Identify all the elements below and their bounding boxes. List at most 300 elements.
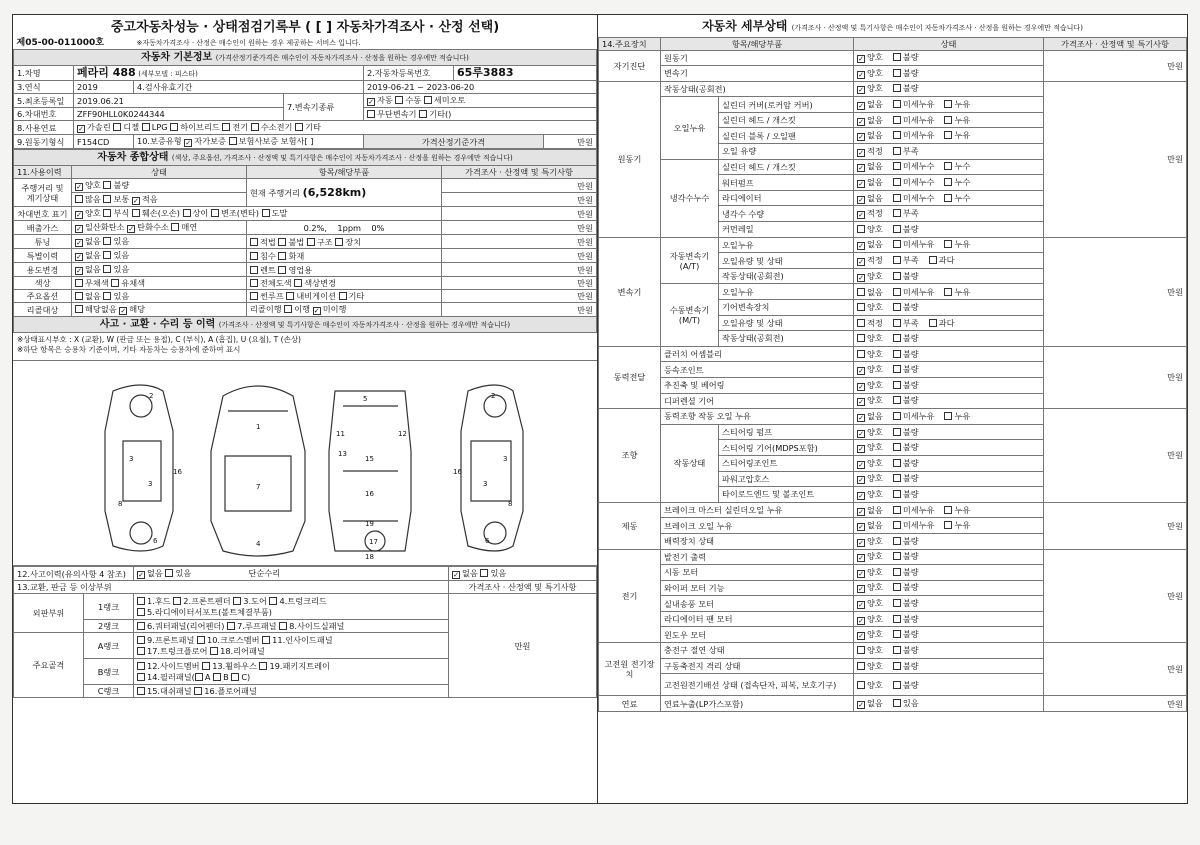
detail-row: [599, 502, 1187, 518]
rank2-opts: 6.쿼터패널(리어펜더) 7.루프패널 8.사이드실패널: [134, 620, 449, 633]
recall-state: 해당없음 ✓ 해당: [72, 303, 247, 317]
checkbox: [857, 350, 865, 358]
checkbox: ✓: [858, 538, 864, 547]
option-label: 누수: [954, 177, 971, 188]
option-label: 양호: [867, 67, 883, 78]
checkbox: ✓: [858, 180, 864, 189]
option-label: 양호: [867, 473, 883, 484]
part-num: 17: [369, 538, 378, 546]
checkbox: [893, 256, 901, 264]
detail-item: 원동기: [661, 50, 854, 66]
option-label: 양호: [867, 426, 883, 437]
detail-state: [854, 674, 1044, 696]
checkbox: [893, 681, 901, 689]
checkbox: ✓: [858, 367, 864, 376]
detail-group: 고전원 전기장치: [599, 643, 661, 696]
detail-subgroup: 오일누유: [661, 97, 719, 159]
checkbox: [893, 474, 901, 482]
checkbox: [893, 630, 901, 638]
checkbox: [893, 459, 901, 467]
option-label: 불량: [902, 551, 919, 562]
checkbox: [857, 303, 865, 311]
vin-value: ZFF90HLL0K0244344: [74, 108, 284, 121]
vin-mark-won: 만원: [442, 207, 597, 221]
option-label: 양호: [867, 598, 883, 609]
detail-row: [599, 643, 1187, 659]
detail-state: [854, 144, 1044, 160]
option-label: 양호: [867, 333, 883, 344]
detail-state: [854, 284, 1044, 300]
option-label: 불량: [902, 379, 919, 390]
detail-item: 기어변속장치: [719, 300, 854, 316]
part-num: 8: [508, 500, 513, 508]
detail-item: 스티어링 기어(MDPS포함): [719, 440, 854, 456]
detail-row: [599, 81, 1187, 97]
detail-item: 작동상태(공회전): [661, 81, 854, 97]
detail-item: 발전기 출력: [661, 549, 854, 565]
checkbox: ✓: [858, 701, 864, 710]
detail-item: 동력조향 작동 오일 누유: [661, 409, 854, 425]
checkbox: [893, 334, 901, 342]
form-title: 중고자동차성능 · 상태점검기록부 ( [ ] 자동차가격조사 · 산정 선택): [110, 19, 500, 35]
engine-value: F154CD: [74, 135, 134, 149]
outer-label: 외판부위: [14, 594, 84, 633]
accident-state: ✓ 없음 있음 단순수리: [134, 567, 449, 581]
option-label: 불량: [902, 629, 919, 640]
detail-item: 작동상태(공회전): [719, 268, 854, 284]
engine-label: 9.원동기형식: [14, 135, 74, 149]
frame-label: 주요골격: [14, 633, 84, 698]
trans-options-1: ✓ 자동 수동 세미오토: [364, 94, 597, 108]
checkbox: [944, 240, 952, 248]
reg-number: 65루3883: [454, 66, 597, 81]
checkbox: ✓: [858, 601, 864, 610]
checkbox: [893, 288, 901, 296]
checkbox: [857, 662, 865, 670]
year-label: 3.연식: [14, 81, 74, 94]
detail-title: 자동차 세부상태 (가격조사 · 산정액 및 특기사항은 매수인이 자동차가격조사 · 산정을 원하는 경우에만 적습니다): [702, 19, 1083, 34]
checkbox: ✓: [858, 382, 864, 391]
checkbox: [893, 53, 901, 61]
col-price: 가격조사 · 산정액 및 특기사항: [442, 166, 597, 179]
gas-opts: ✓ 일산화탄소 ✓ 탄화수소 매연: [72, 221, 247, 235]
checkbox: ✓: [858, 133, 864, 142]
option-label: 미세누유: [902, 239, 935, 250]
detail-state: [854, 112, 1044, 128]
option-label: 양호: [867, 52, 883, 63]
left-panel: [13, 15, 598, 803]
checkbox: ✓: [858, 554, 864, 563]
checkbox: [929, 319, 937, 327]
accident-table: [13, 566, 597, 698]
overall-header: 자동차 종합상태 (색상, 주요옵션, 가격조사 · 산정액 및 특기사항은 매수인이 자동차가격조사 · 산정을 원하는 경우에만 적습니다): [14, 150, 597, 166]
checkbox: ✓: [858, 445, 864, 454]
mileage-label: 주행거리 및 계기상태: [14, 179, 72, 207]
detail-subgroup: 작동상태: [661, 424, 719, 502]
recall-won: 만원: [442, 303, 597, 317]
part-num: 3: [503, 455, 508, 463]
checkbox: [893, 646, 901, 654]
option-label: 불량: [902, 660, 919, 671]
detail-state: [854, 596, 1044, 612]
detail-item: 스티어링 펌프: [719, 424, 854, 440]
special-opts: 침수 화재: [247, 249, 442, 263]
option-label: 양호: [867, 349, 883, 360]
checkbox: [893, 100, 901, 108]
checkbox: [944, 116, 952, 124]
detail-state: [854, 97, 1044, 113]
detail-item: 변속기: [661, 66, 854, 82]
checkbox: ✓: [858, 507, 864, 516]
detail-item: 오일유량 및 상태: [719, 315, 854, 331]
special-state: ✓ 없음 있음: [72, 249, 247, 263]
detail-item: 윈도우 모터: [661, 627, 854, 643]
checkbox: ✓: [858, 273, 864, 282]
option-label: 불량: [902, 645, 919, 656]
detail-state: [854, 611, 1044, 627]
part-num: 6: [153, 537, 158, 545]
option-label: 양호: [867, 224, 883, 235]
detail-row: [599, 346, 1187, 362]
option-label: 미세누수: [902, 177, 935, 188]
detail-row: [599, 50, 1187, 66]
option-label: 불량: [902, 302, 919, 313]
inspect-period: 2019-06-21 ~ 2023-06-20: [364, 81, 597, 94]
checkbox: ✓: [858, 102, 864, 111]
option-label: 불량: [902, 582, 919, 593]
reg-label: 2.자동차등록번호: [364, 66, 454, 81]
detail-state: [854, 253, 1044, 269]
checkbox: [944, 412, 952, 420]
checkbox: [893, 350, 901, 358]
checkbox: [893, 662, 901, 670]
checkbox: [893, 396, 901, 404]
detail-state: [854, 222, 1044, 238]
option-label: 양호: [867, 679, 883, 690]
checkbox: [893, 225, 901, 233]
option-label: 적정: [867, 255, 883, 266]
detail-item: 실린더 헤드 / 개스킷: [719, 159, 854, 175]
detail-price: 만원: [1044, 81, 1187, 237]
detail-row: [599, 696, 1187, 712]
checkbox: [893, 521, 901, 529]
option-label: 불량: [902, 679, 919, 690]
detail-state: [854, 487, 1044, 503]
checkbox: [893, 412, 901, 420]
option-label: 없음: [867, 520, 883, 531]
detail-state: [854, 502, 1044, 518]
option-label: 불량: [902, 364, 919, 375]
detail-state: [854, 627, 1044, 643]
checkbox: ✓: [858, 258, 864, 267]
checkbox: ✓: [858, 585, 864, 594]
standard-note: ※하단 항목은 승용차 기준이며, 기타 자동차는 승용차에 준하여 표시: [17, 345, 241, 354]
option-label: 미세누유: [902, 520, 935, 531]
option-label: 불량: [902, 473, 919, 484]
rank1-opts: 1.후드 2.프론트펜더 3.도어 4.트렁크리드 5.라디에이터서포트(볼트체결부품): [134, 594, 449, 620]
checkbox: ✓: [858, 211, 864, 220]
detail-state: [854, 128, 1044, 144]
detail-price: 만원: [1044, 696, 1187, 712]
car-name-label: 1.차명: [14, 66, 74, 81]
option-label: 미세누수: [902, 161, 935, 172]
option-label: 불량: [902, 457, 919, 468]
detail-item: 연료누출(LP가스포함): [661, 696, 854, 712]
option-label: 불량: [902, 270, 919, 281]
option-label: 미세누유: [902, 410, 935, 421]
option-label: 누유: [954, 114, 971, 125]
h-item: 항목/해당부품: [661, 37, 854, 50]
detail-item: 스티어링조인트: [719, 455, 854, 471]
checkbox: ✓: [858, 491, 864, 500]
detail-item: 워터펌프: [719, 175, 854, 191]
detail-item: 브레이크 마스터 실린더오일 누유: [661, 502, 854, 518]
checkbox: [893, 69, 901, 77]
h-state: 상태: [854, 37, 1044, 50]
checkbox: [944, 178, 952, 186]
detail-price: 만원: [1044, 237, 1187, 346]
option-label: 부족: [902, 145, 919, 156]
option-label: 양호: [867, 535, 883, 546]
detail-price: 만원: [1044, 643, 1187, 696]
mileage-won-2: 만원: [442, 193, 597, 207]
detail-state: [854, 518, 1044, 534]
option-label: 양호: [867, 83, 883, 94]
detail-group: 동력전달: [599, 346, 661, 408]
gas-label: 배출가스: [14, 221, 72, 235]
option-label: 불량: [902, 52, 919, 63]
part-num: 19: [365, 520, 374, 528]
vin-label: 6.차대번호: [14, 108, 74, 121]
option-label: 불량: [902, 535, 919, 546]
part-num: 18: [365, 553, 374, 561]
detail-item: 실린더 커버(로커암 커버): [719, 97, 854, 113]
option-label: 불량: [902, 83, 919, 94]
option-label: 양호: [867, 457, 883, 468]
first-reg-label: 5.최초등록일: [14, 94, 74, 108]
checkbox: ✓: [858, 460, 864, 469]
rankB-label: B랭크: [84, 659, 134, 685]
option-label: 적정: [867, 145, 883, 156]
checkbox: [857, 225, 865, 233]
detail-state: [854, 237, 1044, 253]
checkbox: [893, 506, 901, 514]
detail-state: [854, 696, 1044, 712]
option-label: 없음: [867, 192, 883, 203]
checkbox: [893, 552, 901, 560]
detail-item: 작동상태(공회전): [719, 331, 854, 347]
detail-group: 전기: [599, 549, 661, 643]
color-opts: 전체도색 색상변경: [247, 277, 442, 290]
purpose-label: 용도변경: [14, 263, 72, 277]
option-label: 누유: [954, 239, 971, 250]
option-label: 누유: [954, 286, 971, 297]
detail-state: [854, 377, 1044, 393]
option-label: 불량: [902, 426, 919, 437]
detail-state: [854, 362, 1044, 378]
option-label: 불량: [902, 488, 919, 499]
rankC-opts: 15.대쉬패널 16.플로어패널: [134, 685, 449, 698]
option-label: 불량: [902, 566, 919, 577]
detail-item: 브레이크 오일 누유: [661, 518, 854, 534]
detail-state: [854, 300, 1044, 316]
purpose-opts: 렌트 영업용: [247, 263, 442, 277]
detail-state: [854, 658, 1044, 674]
color-state: 무채색 유채색: [72, 277, 247, 290]
tuning-won: 만원: [442, 235, 597, 249]
detail-state: [854, 315, 1044, 331]
mileage-won: 만원: [442, 179, 597, 193]
checkbox: [893, 178, 901, 186]
checkbox: [944, 100, 952, 108]
rankB-opts: 12.사이드멤버 13.휠하우스 19.패키지트레이 14.필러패널( A B C): [134, 659, 449, 685]
fuel-options: ✓ 가솔린 디젤 LPG 하이브리드 전기 수소전기 기타: [74, 121, 597, 135]
h-main: 14.주요장치: [599, 37, 661, 50]
rank1-label: 1랭크: [84, 594, 134, 620]
service-note: ※자동차가격조사 · 산정은 매수인이 원하는 경우 제공하는 서비스 입니다.: [136, 39, 361, 47]
checkbox: [893, 84, 901, 92]
rankA-opts: 9.프론트패널 10.크로스멤버 11.인사이드패널 17.트렁크플로어 18.리어패널: [134, 633, 449, 659]
detail-item: 커먼레일: [719, 222, 854, 238]
detail-group: 원동기: [599, 81, 661, 237]
option-label: 불량: [902, 333, 919, 344]
option-label: 없음: [867, 410, 883, 421]
detail-row: [599, 549, 1187, 565]
option-label: 미세누유: [902, 130, 935, 141]
detail-item: 오일유량 및 상태: [719, 253, 854, 269]
detail-item: 라디에이터 팬 모터: [661, 611, 854, 627]
checkbox: [893, 583, 901, 591]
exchange-price-col: 가격조사 · 산정액 및 특기사항: [449, 581, 597, 594]
car-diagram: [13, 361, 597, 566]
tuning-label: 튜닝: [14, 235, 72, 249]
mileage-state: ✓ 양호 불량: [72, 179, 247, 193]
purpose-won: 만원: [442, 263, 597, 277]
part-num: 6: [485, 537, 490, 545]
option-label: 미세누유: [902, 286, 935, 297]
option-label: 양호: [867, 613, 883, 624]
detail-state: [854, 346, 1044, 362]
special-won: 만원: [442, 249, 597, 263]
checkbox: [893, 615, 901, 623]
option-label: 양호: [867, 660, 883, 671]
detail-state: [854, 409, 1044, 425]
checkbox: ✓: [858, 429, 864, 438]
option-won: 만원: [442, 290, 597, 303]
checkbox: [893, 272, 901, 280]
option-label: 불량: [902, 395, 919, 406]
detail-state: [854, 175, 1044, 191]
checkbox: [893, 428, 901, 436]
part-num: 16: [173, 468, 182, 476]
option-label: 불량: [902, 349, 919, 360]
checkbox: [944, 506, 952, 514]
gas-won: 만원: [442, 221, 597, 235]
detail-item: 오일누유: [719, 237, 854, 253]
option-label: 주요옵션: [14, 290, 72, 303]
detail-state: [854, 190, 1044, 206]
option-label: 누유: [954, 520, 971, 531]
option-label: 없음: [867, 161, 883, 172]
detail-item: 타이로드엔드 및 볼조인트: [719, 487, 854, 503]
detail-item: 구동축전지 격리 상태: [661, 658, 854, 674]
checkbox: ✓: [858, 476, 864, 485]
checkbox: [893, 699, 901, 707]
option-label: 불량: [902, 67, 919, 78]
checkbox: ✓: [858, 70, 864, 79]
checkbox: [944, 194, 952, 202]
option-label: 양호: [867, 364, 883, 375]
checkbox: [929, 256, 937, 264]
option-label: 없음: [867, 239, 883, 250]
detail-item: 오일 유량: [719, 144, 854, 160]
checkbox: ✓: [858, 86, 864, 95]
warranty: 10.보증유형 ✓ 자가보증 보험사보증 보험사[ ]: [134, 135, 364, 149]
checkbox: [893, 319, 901, 327]
checkbox: [893, 365, 901, 373]
detail-item: 시동 모터: [661, 565, 854, 581]
detail-price: 만원: [1044, 50, 1187, 81]
detail-state: [854, 565, 1044, 581]
rank2-label: 2랭크: [84, 620, 134, 633]
option-label: 없음: [867, 114, 883, 125]
checkbox: [944, 288, 952, 296]
fuel-label: 8.사용연료: [14, 121, 74, 135]
symbol-note: ※상태표시부호 : X (교환), W (판금 또는 용접), C (부식), A (흠집), U (요철), T (손상): [17, 335, 301, 344]
part-num: 2: [491, 392, 496, 400]
checkbox: ✓: [858, 616, 864, 625]
detail-item: 충전구 절연 상태: [661, 643, 854, 659]
option-label: 양호: [867, 629, 883, 640]
odometer: 현재 주행거리 (6,528km): [247, 179, 442, 207]
option-label: 양호: [867, 302, 883, 313]
detail-group: 조향: [599, 409, 661, 503]
option-label: 양호: [867, 270, 883, 281]
detail-state: [854, 424, 1044, 440]
checkbox: [893, 599, 901, 607]
option-label: 없음: [867, 130, 883, 141]
detail-row: [599, 409, 1187, 425]
recall-label: 리콜대상: [14, 303, 72, 317]
detail-row: [599, 237, 1187, 253]
h-price: 가격조사 · 산정액 및 특기사항: [1044, 37, 1187, 50]
checkbox: [893, 116, 901, 124]
part-num: 1: [256, 423, 261, 431]
option-label: 누수: [954, 192, 971, 203]
option-label: 양호: [867, 488, 883, 499]
detail-item: 파워고압호스: [719, 471, 854, 487]
option-label: 없음: [867, 99, 883, 110]
col-state: 상태: [72, 166, 247, 179]
detail-state: [854, 81, 1044, 97]
part-num: 15: [365, 455, 374, 463]
option-label: 미세누유: [902, 99, 935, 110]
trans-options-2: 무단변속기 기타(): [364, 108, 597, 121]
accident-header: 사고 · 교환 · 수리 등 이력 (가격조사 · 산정액 및 특기사항은 매수인이 자동차가격조사 · 산정을 원하는 경우에만 적습니다): [14, 317, 597, 333]
detail-price: 만원: [1044, 346, 1187, 408]
option-label: 양호: [867, 551, 883, 562]
checkbox: [893, 443, 901, 451]
mileage-level: 많음 보통 ✓ 적음: [72, 193, 247, 207]
year-value: 2019: [74, 81, 134, 94]
detail-item: 오일누유: [719, 284, 854, 300]
col-item: 항목/해당부품: [247, 166, 442, 179]
option-label: 누유: [954, 130, 971, 141]
checkbox: [893, 303, 901, 311]
detail-state: [854, 268, 1044, 284]
car-name: 페라리 488 (세부모델 : 피스타): [74, 66, 364, 81]
checkbox: [944, 131, 952, 139]
